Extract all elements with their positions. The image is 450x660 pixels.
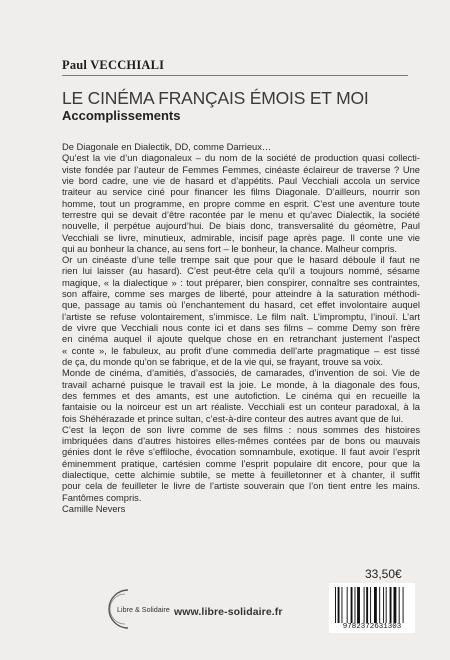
text-line: que, passage au tamis où l’enchantement du hasard, cet effet involontaire auquel xyxy=(62,300,420,311)
text-line: éminemment pratique, cartésien comme l’esprit populaire dit encore, pour que la xyxy=(62,458,420,469)
text-line: pour cela de feuilleter le livre de l’artiste souverain que l’on tient entre les mains. xyxy=(62,481,420,492)
text-line: homme, tout un programme, en propre comme en esprit. C’est une aventure toute xyxy=(62,198,420,209)
text-line: viste fondée par l’auteur de Femmes Femmes, cinéaste éclaireur de traverse ? Une xyxy=(62,164,420,175)
text-line: génies dont le rêve s’effiloche, évocation somnambule, exotique. Il faut avoir l’esprit xyxy=(62,447,420,458)
text-line: traiteur au service ciné pour financer les films Diagonale. D’ailleurs, nourrir son xyxy=(62,187,420,198)
text-line: de ça, du monde qu’on se fabrique, et de la vie qui, se frayant, trouve sa voix. xyxy=(62,356,383,367)
back-cover-text xyxy=(62,142,420,515)
header-rule xyxy=(62,75,408,76)
text-line: magique, « la dialectique » : tout préparer, bien conspirer, connaître ses contraintes, xyxy=(62,277,420,288)
text-line: dialectique, cette alchimie subtile, se mette à feuilletonner et à chanter, il suffit xyxy=(62,470,420,481)
text-line: des femmes et des amants, est une autofiction. Le cinéma qui en recueille la xyxy=(62,390,420,401)
text-line: C’est la leçon de son livre comme de ses films : nous sommes des histoires xyxy=(62,424,420,435)
text-line: Qu’est la vie d’un diagonaleux – du nom de la société de production quasi collecti- xyxy=(62,153,420,164)
text-line: Vecchiali se livre, minutieux, admirable, incisif page après page. Il conte une vie xyxy=(62,232,420,243)
text-line: Or un cinéaste d’une telle trempe sait que pour que le hasard déboule il faut ne xyxy=(62,255,420,266)
text-line: de vivre que Vecchiali nous conte ici et dans ses films – comme Demy son frère xyxy=(62,323,420,333)
price-label: 33,50€ xyxy=(365,567,402,581)
publisher-logo-icon xyxy=(104,586,170,632)
text-line: rien lui laisser (au hasard). C’est peut-être cela qu’il a toujours nommé, sésame xyxy=(62,266,420,277)
text-line: l’artiste se refuse volontairement, s’immisce. Le film naît. L’impromptu, l’inouï. L’art xyxy=(62,311,420,322)
text-line: Camille Nevers xyxy=(62,504,126,514)
text-line: vie bord cadre, une vie de hasard et d’appétits. Paul Vecchiali accola un service xyxy=(62,175,420,186)
isbn-barcode xyxy=(329,583,415,633)
text-line: Fantômes compris. xyxy=(62,492,142,503)
text-line: son affaire, comme ses marges de liberté, pour atteindre à la saturation méthodi- xyxy=(62,289,420,300)
text-line: nouvelle, il perpétue aujourd’hui. De biais donc, transversalité du géomètre, Paul xyxy=(62,221,420,232)
publisher-url[interactable]: www.libre-solidaire.fr xyxy=(174,606,283,618)
text-line: travail acharné puisque le travail est la joie. Le monde, à la diagonale des fous, xyxy=(62,379,420,390)
publisher-logo-label: Libre & Solidaire xyxy=(117,605,170,614)
text-line: imbriquées dans d’autres histoires elles-mêmes contées par de bons ou mauvais xyxy=(62,436,420,447)
text-line: fantaisie ou la noirceur est un art réaliste. Vecchiali est un conteur paradoxal, à la xyxy=(62,402,420,413)
publisher-logo xyxy=(104,586,170,632)
book-subtitle: Accomplissements xyxy=(62,108,181,123)
isbn-number: 9782372631303 xyxy=(342,623,402,631)
text-line: en cinéma auquel il ajoute quelque chose en en retranchant justement l’aspect xyxy=(62,334,420,345)
book-title: LE CINÉMA FRANÇAIS ÉMOIS ET MOI xyxy=(62,88,369,108)
text-line: De Diagonale en Dialectik, DD, comme Darrieux… xyxy=(62,142,272,152)
text-line: qui au bonheur la chance, au sens fort – le bonheur, la chance. Malheur compris. xyxy=(62,243,398,254)
text-line: fois Shéhérazade et prince sultan, c’est-à-dire conteur des autres avant que de lui. xyxy=(62,413,404,424)
text-line: terrestre qui se devait d’être racontée par le menu et qu’avec Dialectik, la société xyxy=(62,209,420,220)
author-name: Paul VECCHIALI xyxy=(62,58,165,72)
text-line: Monde de cinéma, d’amitiés, d’associés, de camarades, d’invention de soi. Vie de xyxy=(62,368,420,379)
barcode-bars xyxy=(335,587,409,623)
text-line: « conte », le fabuleux, au profit d’une commedia dell’arte pragmatique – est tissé xyxy=(62,345,420,356)
